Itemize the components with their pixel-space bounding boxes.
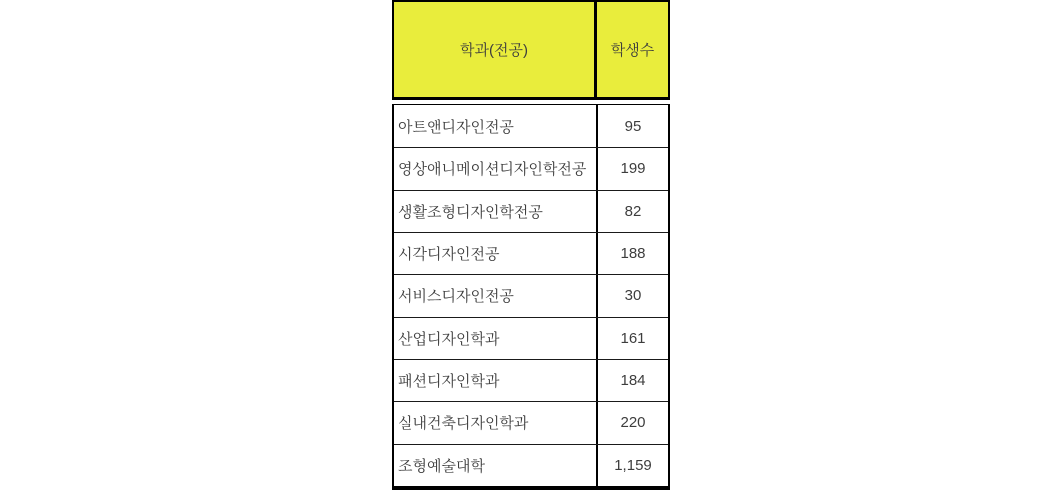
table-row <box>394 190 668 232</box>
department-cell: 실내건축디자인학과 <box>394 402 598 443</box>
table-row <box>394 359 668 401</box>
students-cell: 184 <box>620 372 646 390</box>
students-cell: 199 <box>620 160 646 178</box>
students-cell: 82 <box>624 202 642 220</box>
header-cell-department: 학과(전공) <box>394 2 597 97</box>
department-cell: 패션디자인학과 <box>394 360 598 401</box>
department-cell: 영상애니메이션디자인학전공 <box>394 148 598 189</box>
table-row <box>394 317 668 359</box>
department-cell: 생활조형디자인학전공 <box>394 191 598 232</box>
table-header-row <box>392 0 670 100</box>
table-row <box>394 147 668 189</box>
students-cell: 1,159 <box>614 456 652 474</box>
enrollment-table <box>392 0 670 490</box>
department-cell: 조형예술대학 <box>394 445 598 486</box>
table-row <box>394 444 668 486</box>
students-cell: 220 <box>620 414 646 432</box>
department-cell: 서비스디자인전공 <box>394 275 598 316</box>
department-cell: 산업디자인학과 <box>394 318 598 359</box>
table-row <box>394 401 668 443</box>
students-cell: 161 <box>620 329 646 347</box>
table-row <box>394 274 668 316</box>
students-cell: 30 <box>624 287 642 305</box>
department-cell: 아트앤디자인전공 <box>394 105 598 147</box>
table-body <box>392 104 670 490</box>
table-row <box>394 232 668 274</box>
table-row <box>394 105 668 147</box>
header-cell-students: 학생수 <box>597 2 668 97</box>
students-cell: 95 <box>624 117 642 135</box>
students-cell: 188 <box>620 245 646 263</box>
department-cell: 시각디자인전공 <box>394 233 598 274</box>
